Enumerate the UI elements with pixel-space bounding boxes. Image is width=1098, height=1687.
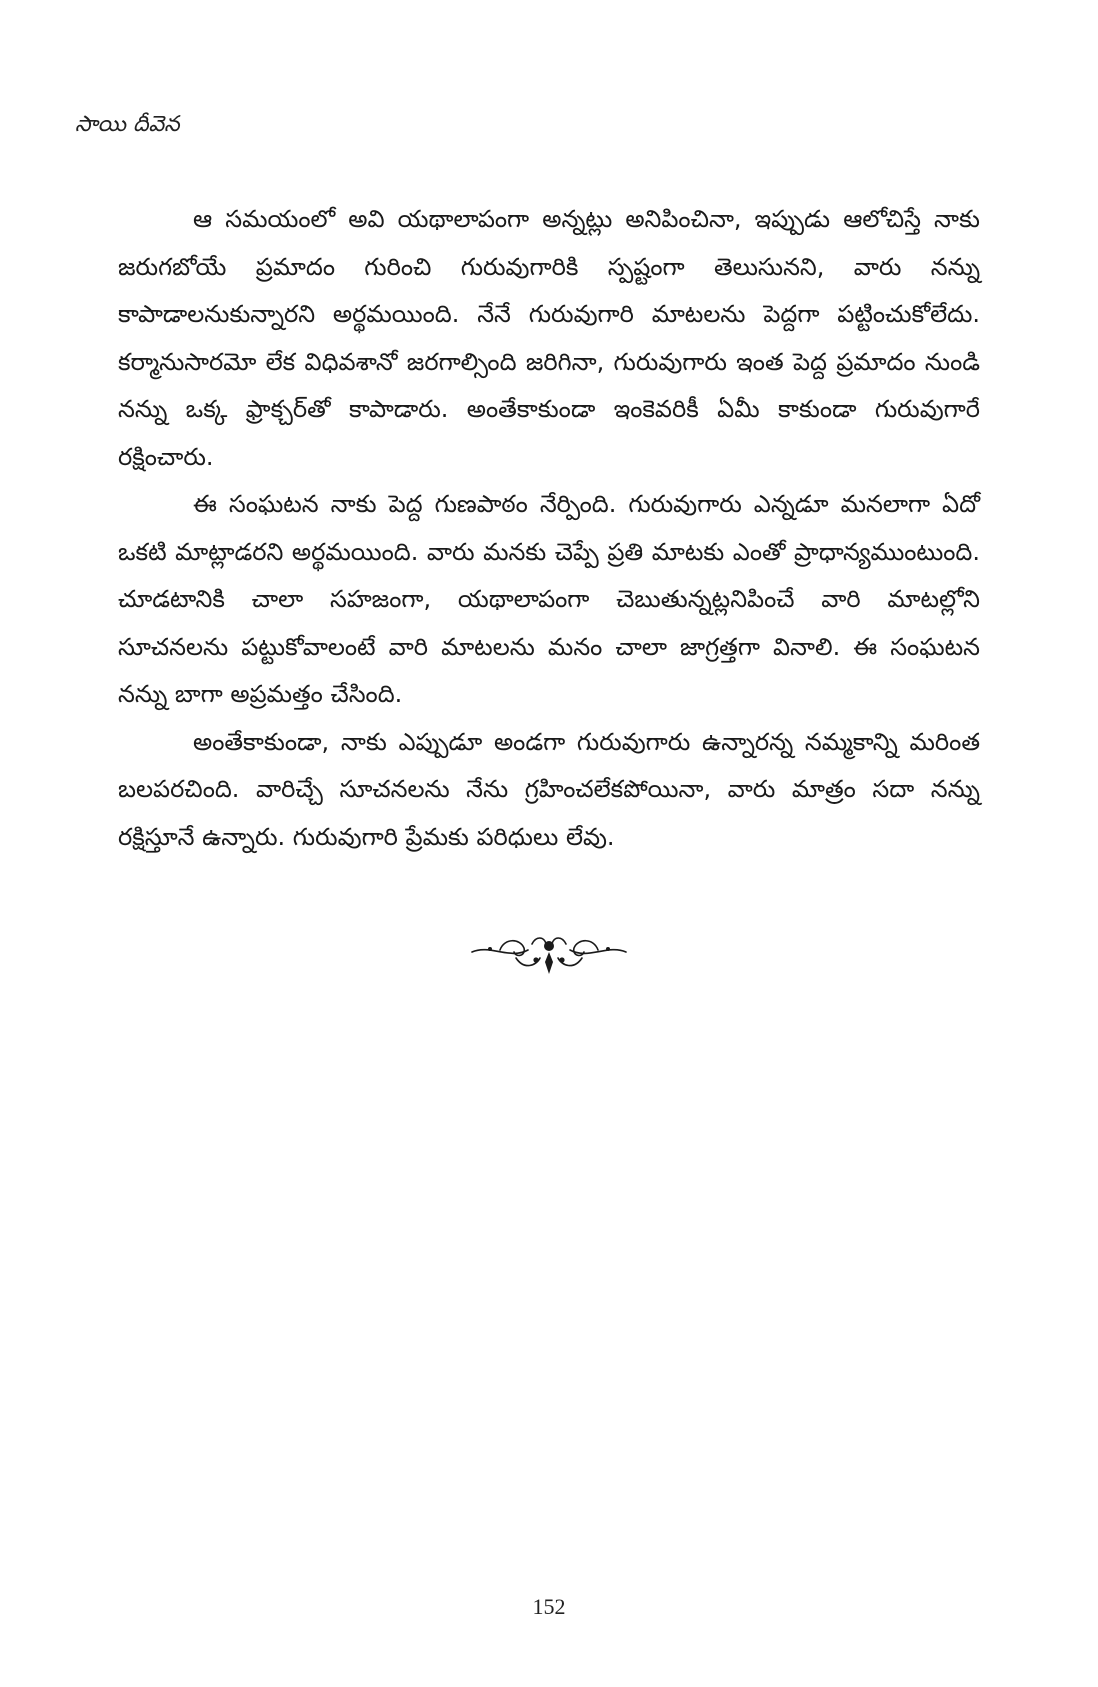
page-number: 152 [532,1594,566,1619]
body-text [118,196,980,861]
floral-divider-icon [470,930,628,978]
paragraph: ఆ సమయంలో అవి యథాలాపంగా అన్నట్లు అనిపించినా, ఇప్పుడు ఆలోచిస్తే నాకు జరుగబోయే ప్రమాదం గురించి గురువుగారికి స్పష్టంగా తెలుసునని, వారు నన్ను కాపాడాలనుకున్నారని అర్థమయింది. నేనే గురువుగారి మాటలను పెద్దగా పట్టించుకోలేదు. కర్మానుసారమో లేక విధివశానో జరగాల్సింది జరిగినా, గురువుగారు ఇంత పెద్ద ప్రమాదం నుండి నన్ను ఒక్క ఫ్రాక్చర్‌తో కాపాడారు. అంతేకాకుండా ఇంకెవరికీ ఏమీ కాకుండా గురువుగారే రక్షించారు. [118,205,980,471]
paragraph: అంతేకాకుండా, నాకు ఎప్పుడూ అండగా గురువుగారు ఉన్నారన్న నమ్మకాన్ని మరింత బలపరచింది. వారిచ్చే సూచనలను నేను గ్రహించలేకపోయినా, వారు మాత్రం సదా నన్ను రక్షిస్తూనే ఉన్నారు. గురువుగారి ప్రేమకు పరిధులు లేవు. [118,727,980,851]
paragraph: ఈ సంఘటన నాకు పెద్ద గుణపాఠం నేర్పింది. గురువుగారు ఎన్నడూ మనలాగా ఏదో ఒకటి మాట్లాడరని అర్థమయింది. వారు మనకు చెప్పే ప్రతి మాటకు ఎంతో ప్రాధాన్యముంటుంది. చూడటానికి చాలా సహజంగా, యథాలాపంగా చెబుతున్నట్లనిపించే వారి మాటల్లోని సూచనలను పట్టుకోవాలంటే వారి మాటలను మనం చాలా జాగ్రత్తగా వినాలి. ఈ సంఘటన నన్ను బాగా అప్రమత్తం చేసింది. [118,490,980,708]
running-header: సాయి దీవెన [75,112,180,137]
